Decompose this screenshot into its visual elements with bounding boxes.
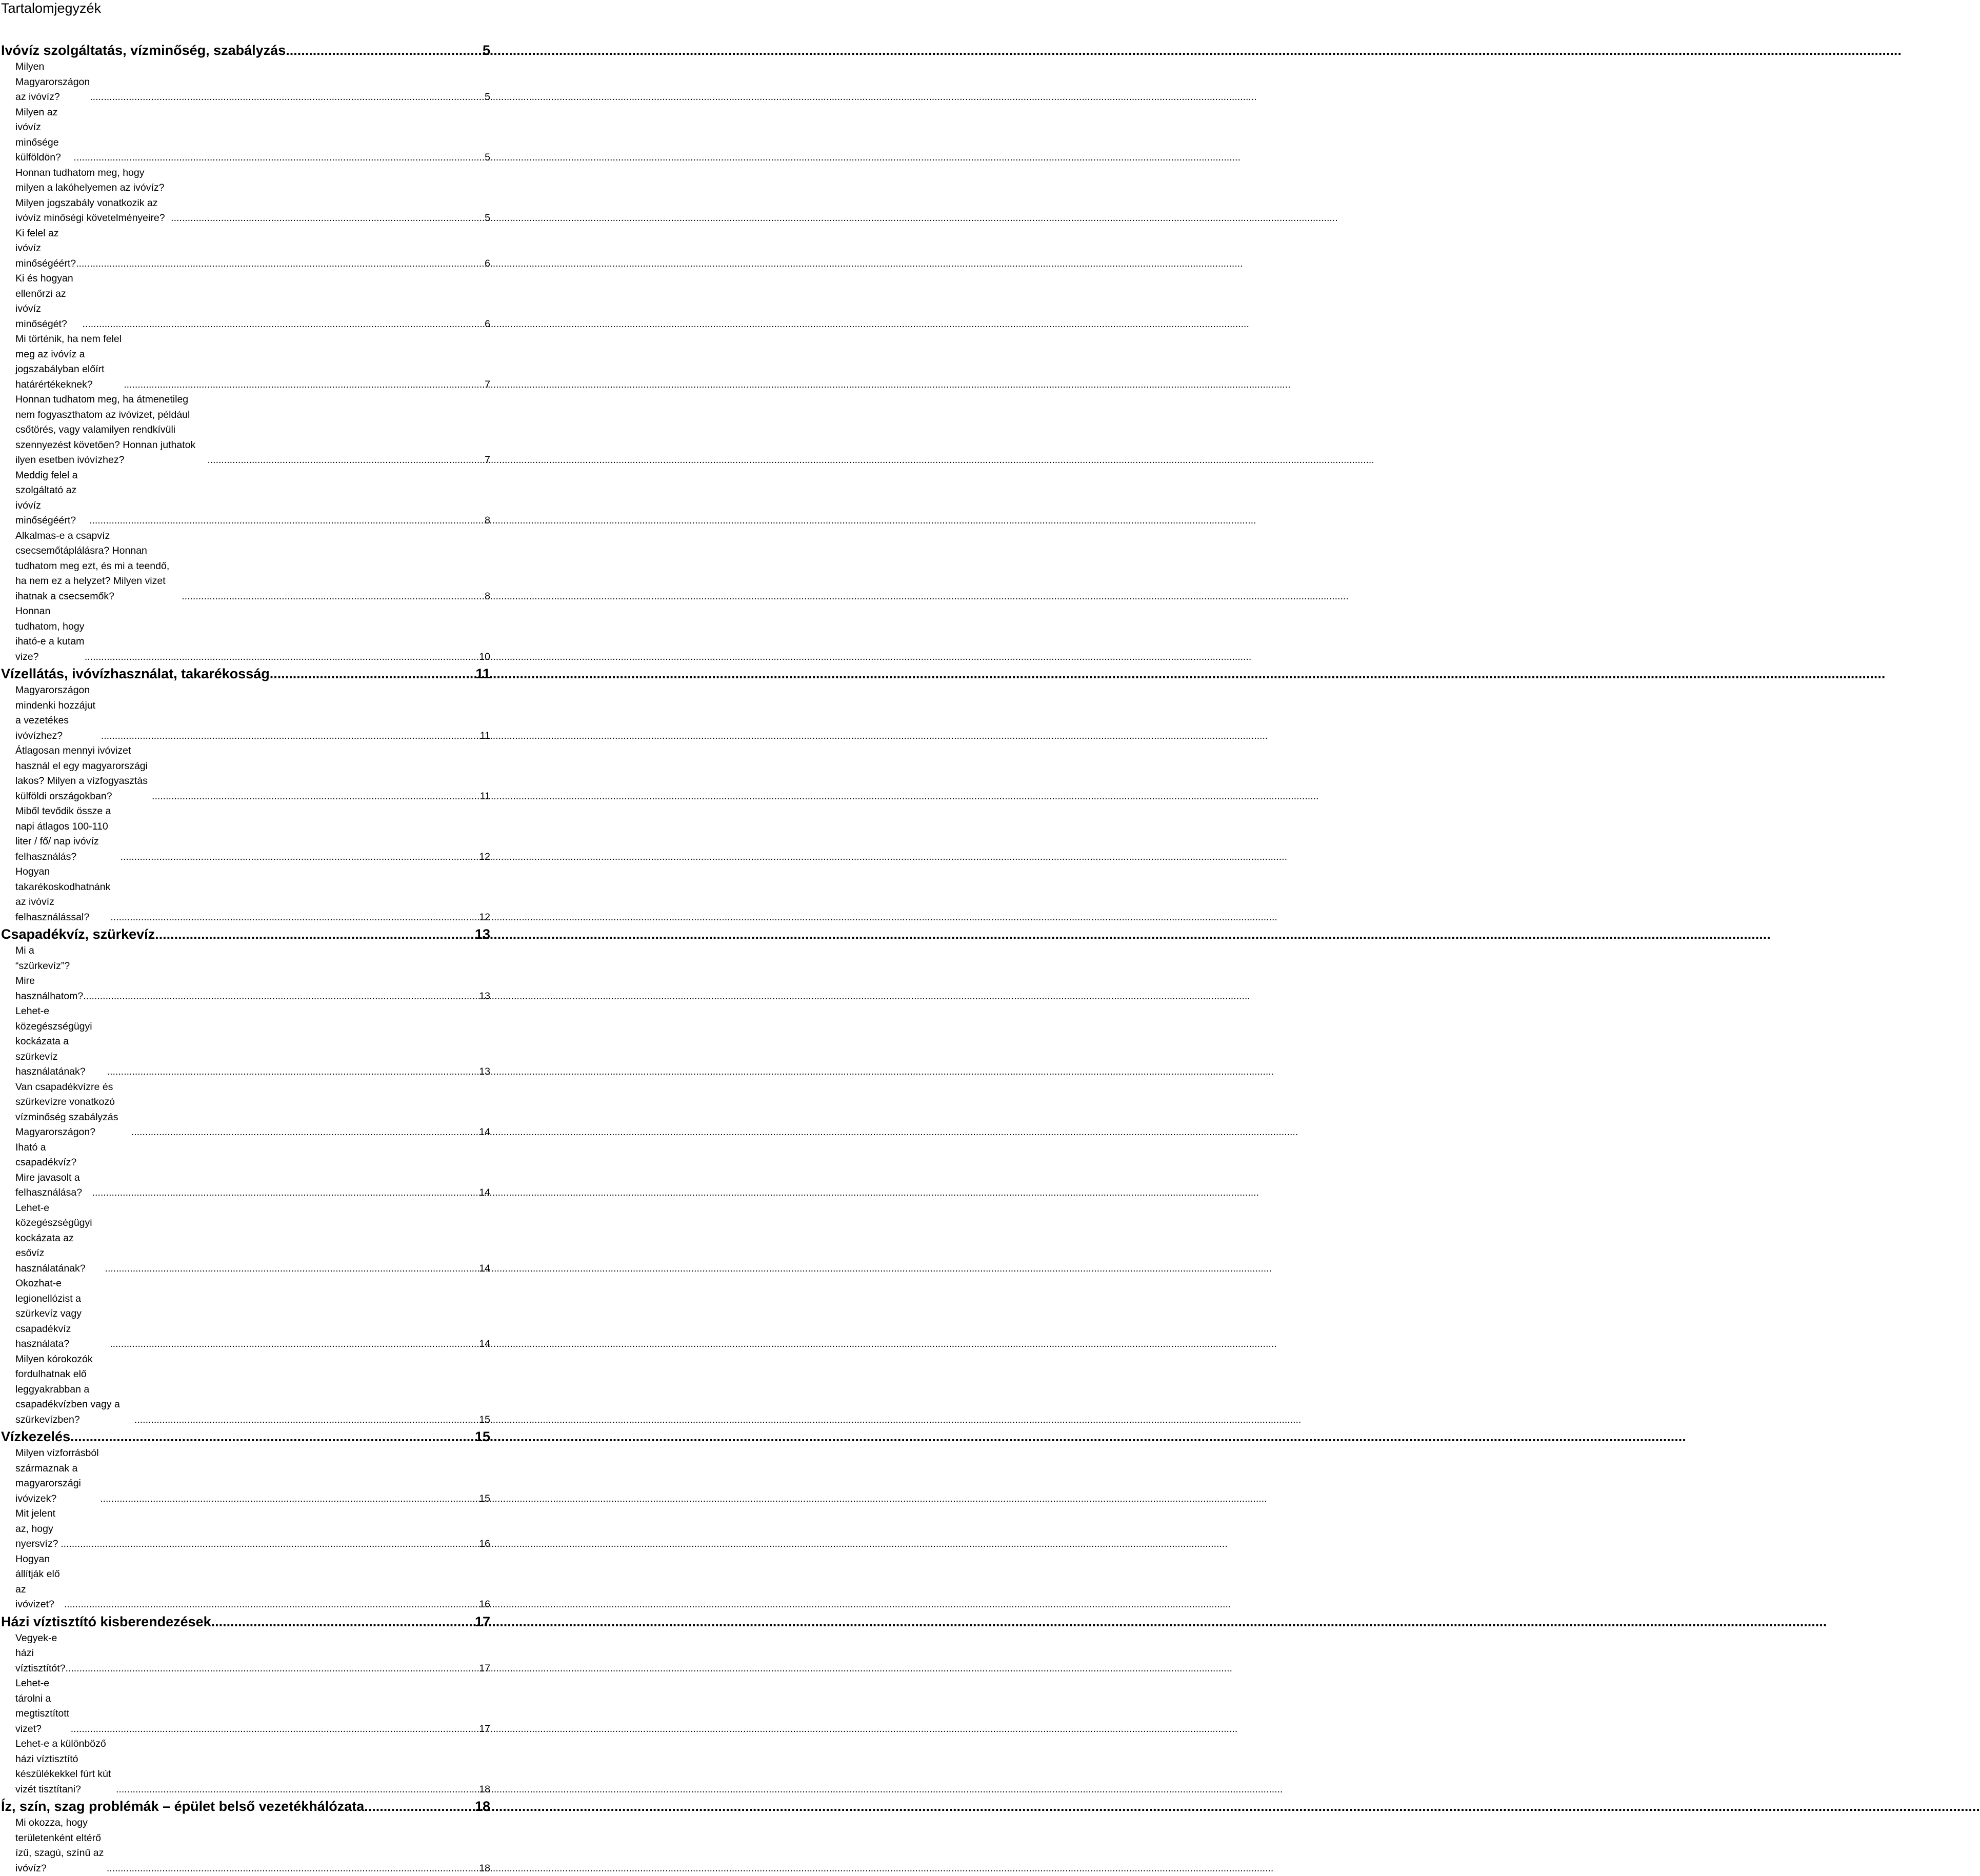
toc-entry-text: Ki és hogyan ellenőrzi az ivóvíz minőségét? [15,271,82,332]
toc-page-number: 18 [479,1861,490,1876]
toc-page-number: 12 [479,910,490,925]
toc-page-number: 8 [485,589,490,604]
toc-page-number: 17 [479,1661,490,1677]
toc-section-entry[interactable] [0,1080,492,1140]
toc-leader-dots [152,789,480,804]
toc-leader-dots [89,513,485,529]
toc-entry-text: Vízellátás, ivóvízhasználat, takarékosság [1,664,270,683]
toc-entry-text: Honnan tudhatom meg, hogy milyen a lakóhelyemen az ivóvíz? Milyen jogszabály vonatkozik az ivóvíz minőségi követelményeire? [15,166,171,226]
toc-entry-text: Hogyan állítják elő az ivóvizet? [15,1552,64,1612]
toc-leader-dots [116,1782,479,1798]
toc-page-number: 11 [480,729,490,744]
toc-leader-dots [61,1537,479,1552]
toc-entry-text: Mi a “szürkevíz”? Mire használhatom? [15,943,83,1004]
toc-page-number: 17 [475,1612,490,1631]
toc-leader-dots [182,589,485,604]
toc-entry-text: Van csapadékvízre és szürkevízre vonatkozó vízminőség szabályzás Magyarországon? [15,1080,131,1140]
toc-page-number: 18 [475,1797,490,1816]
toc-leader-dots [364,1797,475,1816]
toc-list [0,41,492,1876]
toc-page-number: 8 [485,513,490,529]
toc-section-entry[interactable] [0,392,492,468]
toc-chapter-entry[interactable] [0,1612,492,1631]
toc-section-entry[interactable] [0,743,492,804]
toc-leader-dots [134,1413,479,1428]
toc-page-number: 12 [479,850,490,865]
toc-leader-dots [82,317,485,332]
toc-page-number: 15 [475,1427,490,1446]
toc-page-number: 5 [485,211,490,226]
toc-section-entry[interactable] [0,1276,492,1352]
toc-section-entry[interactable] [0,529,492,604]
toc-section-entry[interactable] [0,271,492,332]
toc-leader-dots [100,1491,479,1507]
toc-page-number: 10 [479,650,490,665]
toc-leader-dots [76,256,485,272]
toc-section-entry[interactable] [0,468,492,529]
toc-leader-dots [70,1427,475,1446]
toc-section-entry[interactable] [0,804,492,864]
toc-page-number: 13 [479,989,490,1004]
toc-entry-text: Mi történik, ha nem felel meg az ivóvíz a jogszabályban előírt határértékeknek? [15,332,124,392]
toc-entry-text: Honnan tudhatom, hogy iható-e a kutam vize? [15,604,85,664]
toc-entry-text: Átlagosan mennyi ivóvizet használ el egy magyarországi lakos? Milyen a vízfogyasztás külföldi országokban? [15,743,152,804]
toc-page-number: 17 [479,1722,490,1737]
toc-section-entry[interactable] [0,1352,492,1428]
toc-entry-text: Miből tevődik össze a napi átlagos 100-110 liter / fő/ nap ivóvíz felhasználás? [15,804,121,864]
toc-leader-dots [124,377,485,393]
toc-leader-dots [121,850,479,865]
toc-page-number: 5 [485,150,490,166]
toc-entry-text: Milyen vízforrásból származnak a magyarországi ivóvizek? [15,1446,100,1506]
toc-leader-dots [270,664,476,683]
toc-chapter-entry[interactable] [0,41,492,59]
toc-leader-dots [105,1261,479,1277]
toc-chapter-entry[interactable] [0,1797,492,1816]
toc-leader-dots [211,1612,475,1631]
toc-leader-dots [110,910,479,925]
toc-leader-dots [101,729,480,744]
toc-leader-dots [71,1722,479,1737]
toc-section-entry[interactable] [0,1816,492,1876]
toc-entry-text: Hogyan takarékoskodhatnánk az ivóvíz felhasználással? [15,864,110,925]
toc-leader-dots [110,1337,479,1352]
toc-title: Tartalomjegyzék [1,0,101,16]
toc-page-number: 13 [475,925,490,943]
toc-section-entry[interactable] [0,332,492,392]
toc-entry-text: Vegyek-e házi víztisztítót? [15,1631,66,1677]
toc-page-number: 5 [483,41,490,59]
toc-entry-text: Mit jelent az, hogy nyersvíz? [15,1506,61,1552]
toc-page-number: 14 [479,1261,490,1277]
toc-page-number: 7 [485,453,490,468]
toc-entry-text: Ki felel az ivóvíz minőségéért? [15,226,76,272]
toc-leader-dots [83,989,479,1004]
toc-section-entry[interactable] [0,1004,492,1080]
toc-section-entry[interactable] [0,864,492,925]
toc-section-entry[interactable] [0,105,492,166]
toc-chapter-entry[interactable] [0,925,492,943]
toc-section-entry[interactable] [0,683,492,743]
toc-section-entry[interactable] [0,943,492,1004]
toc-section-entry[interactable] [0,1737,492,1797]
toc-leader-dots [64,1597,479,1612]
toc-entry-text: Lehet-e közegészségügyi kockázata az esővíz használatának? [15,1201,105,1277]
toc-entry-text: Magyarországon mindenki hozzájut a vezetékes ivóvízhez? [15,683,101,743]
toc-entry-text: Mi okozza, hogy területenként eltérő ízű, szagú, színű az ivóvíz? [15,1816,107,1876]
toc-section-entry[interactable] [0,1201,492,1277]
toc-section-entry[interactable] [0,1446,492,1506]
toc-page-number: 11 [480,789,490,804]
toc-page-number: 18 [479,1782,490,1798]
toc-entry-text: Vízkezelés [1,1427,70,1446]
toc-page-number: 14 [479,1125,490,1140]
toc-entry-text: Lehet-e tárolni a megtisztított vizet? [15,1676,71,1737]
toc-page-number: 14 [479,1337,490,1352]
toc-page-number: 15 [479,1491,490,1507]
toc-entry-text: Honnan tudhatom meg, ha átmenetileg nem fogyaszthatom az ivóvizet, például csőtörés, vagy valamilyen rendkívüli szennyezést követően? Honnan juthatok ilyen esetben ivóvízhez? [15,392,207,468]
toc-page-number: 16 [479,1597,490,1612]
toc-section-entry[interactable] [0,226,492,272]
toc-entry-text: Lehet-e a különböző házi víztisztító készülékekkel fúrt kút vizét tisztítani? [15,1737,116,1797]
toc-page-number: 6 [485,256,490,272]
toc-section-entry[interactable] [0,166,492,226]
toc-chapter-entry[interactable] [0,664,492,683]
toc-leader-dots [286,41,483,59]
document-page [0,0,492,725]
toc-entry-text: Milyen az ivóvíz minősége külföldön? [15,105,73,166]
toc-entry-text: Csapadékvíz, szürkevíz [1,925,155,943]
toc-page-number: 15 [479,1413,490,1428]
toc-entry-text: Alkalmas-e a csapvíz csecsemőtáplálásra? Honnan tudhatom meg ezt, és mi a teendő, ha nem ez a helyzet? Milyen vizet ihatnak a csecsemők? [15,529,182,604]
toc-entry-text: Házi víztisztító kisberendezések [1,1612,211,1631]
toc-section-entry[interactable] [0,1140,492,1201]
toc-page-number: 5 [485,90,490,105]
toc-entry-text: Milyen kórokozók fordulhatnak elő leggyakrabban a csapadékvízben vagy a szürkevízben? [15,1352,134,1428]
toc-section-entry[interactable] [0,1506,492,1552]
toc-leader-dots [73,150,485,166]
toc-leader-dots [66,1661,479,1677]
toc-leader-dots [90,90,485,105]
toc-entry-text: Iható a csapadékvíz? Mire javasolt a felhasználása? [15,1140,92,1201]
toc-section-entry[interactable] [0,59,492,105]
toc-entry-text: Meddig felel a szolgáltató az ivóvíz minőségéért? [15,468,89,529]
toc-page-number: 6 [485,317,490,332]
toc-page-number: 11 [475,664,490,683]
toc-page-number: 14 [479,1185,490,1201]
toc-leader-dots [207,453,485,468]
toc-entry-text: Milyen Magyarországon az ivóvíz? [15,59,90,105]
toc-page-number: 13 [479,1064,490,1080]
toc-leader-dots [85,650,479,665]
toc-page-number: 7 [485,377,490,393]
toc-entry-text: Íz, szín, szag problémák – épület belső vezetékhálózata [1,1797,364,1816]
toc-leader-dots [92,1185,479,1201]
toc-leader-dots [131,1125,479,1140]
toc-entry-text: Lehet-e közegészségügyi kockázata a szürkevíz használatának? [15,1004,107,1080]
toc-chapter-entry[interactable] [0,1427,492,1446]
toc-leader-dots [107,1861,479,1876]
toc-section-entry[interactable] [0,1631,492,1677]
toc-leader-dots [107,1064,479,1080]
toc-entry-text: Ivóvíz szolgáltatás, vízminőség, szabályzás [1,41,286,59]
toc-leader-dots [155,925,475,943]
toc-page-number: 16 [479,1537,490,1552]
toc-section-entry[interactable] [0,1552,492,1612]
toc-section-entry[interactable] [0,1676,492,1737]
toc-entry-text: Okozhat-e legionellózist a szürkevíz vagy csapadékvíz használata? [15,1276,110,1352]
toc-leader-dots [171,211,485,226]
toc-section-entry[interactable] [0,604,492,664]
